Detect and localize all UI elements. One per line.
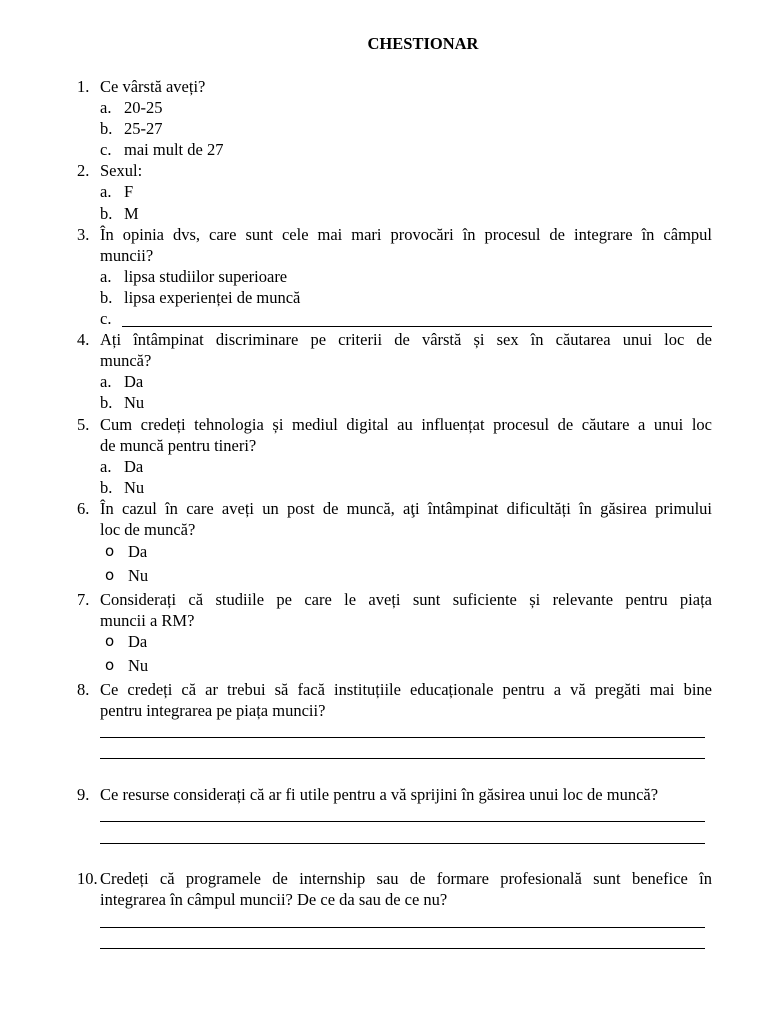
question-number: 3. xyxy=(77,225,90,244)
option-text: lipsa experienței de muncă xyxy=(124,288,301,307)
option-text: Da xyxy=(128,632,148,651)
answer-blank-line[interactable] xyxy=(100,948,705,949)
option-letter: a. xyxy=(100,457,112,476)
question-text: muncii a RM? xyxy=(100,611,195,630)
option-letter: a. xyxy=(100,372,112,391)
option-row xyxy=(0,203,768,224)
option-row xyxy=(0,456,768,477)
option-row xyxy=(0,97,768,118)
option-letter: a. xyxy=(100,98,112,117)
bullet-option-row xyxy=(0,631,768,652)
option-text: 20-25 xyxy=(124,98,163,117)
question-text: de muncă pentru tineri? xyxy=(100,436,257,455)
option-text: mai mult de 27 xyxy=(124,140,224,159)
option-text: Nu xyxy=(124,478,145,497)
question-continuation xyxy=(0,889,768,910)
option-letter: a. xyxy=(100,267,112,286)
question-text: Sexul: xyxy=(100,161,143,180)
question-1 xyxy=(0,76,768,97)
bullet-option-row xyxy=(0,565,768,586)
circle-bullet-icon: o xyxy=(105,542,115,560)
bullet-option-row xyxy=(0,655,768,676)
question-number: 6. xyxy=(77,499,90,518)
question-text: Ce credeți că ar trebui să facă instituțiile educaționale pentru a vă pregăti mai bine xyxy=(100,680,712,699)
answer-blank-line[interactable] xyxy=(100,821,705,822)
question-text: În opinia dvs, care sunt cele mai mari provocări în procesul de integrare în câmpul xyxy=(100,225,712,244)
question-3 xyxy=(0,224,768,245)
question-continuation xyxy=(0,245,768,266)
question-number: 2. xyxy=(77,161,90,180)
question-number: 9. xyxy=(77,785,90,804)
question-5 xyxy=(0,414,768,435)
circle-bullet-icon: o xyxy=(105,632,115,650)
question-continuation xyxy=(0,435,768,456)
question-text: În cazul în care aveți un post de muncă, aţi întâmpinat dificultăți în găsirea primului xyxy=(100,499,712,518)
page-title: CHESTIONAR xyxy=(367,34,479,53)
option-text: Da xyxy=(124,372,144,391)
question-text: integrarea în câmpul muncii? De ce da sau de ce nu? xyxy=(100,890,448,909)
bullet-option-row xyxy=(0,541,768,562)
question-7 xyxy=(0,589,768,610)
option-letter: c. xyxy=(100,140,112,159)
option-row xyxy=(0,287,768,308)
question-continuation xyxy=(0,610,768,631)
option-letter: b. xyxy=(100,288,113,307)
option-text: 25-27 xyxy=(124,119,163,138)
question-continuation xyxy=(0,350,768,371)
option-text: Da xyxy=(124,457,144,476)
option-text: Nu xyxy=(128,656,149,675)
question-6 xyxy=(0,498,768,519)
option-text: F xyxy=(124,182,134,201)
circle-bullet-icon: o xyxy=(105,656,115,674)
option-row xyxy=(0,266,768,287)
answer-blank-line[interactable] xyxy=(100,737,705,738)
question-text: Cum credeți tehnologia și mediul digital au influențat procesul de căutare a unui loc xyxy=(100,415,712,434)
option-letter: b. xyxy=(100,478,113,497)
question-text: loc de muncă? xyxy=(100,520,196,539)
question-text: Considerați că studiile pe care le aveți sunt suficiente și relevante pentru piața xyxy=(100,590,712,609)
question-text: muncii? xyxy=(100,246,154,265)
question-continuation xyxy=(0,700,768,721)
option-text: lipsa studiilor superioare xyxy=(124,267,288,286)
question-text: Ce vârstă aveți? xyxy=(100,77,206,96)
option-row xyxy=(0,139,768,160)
question-number: 10. xyxy=(77,869,98,888)
answer-blank-line[interactable] xyxy=(100,758,705,759)
question-9 xyxy=(0,784,768,805)
option-text: Nu xyxy=(128,566,149,585)
option-row xyxy=(0,392,768,413)
question-text: muncă? xyxy=(100,351,152,370)
option-letter: c. xyxy=(100,309,112,328)
option-text: M xyxy=(124,204,139,223)
option-row xyxy=(0,477,768,498)
option-text: Da xyxy=(128,542,148,561)
option-letter: b. xyxy=(100,204,113,223)
question-8 xyxy=(0,679,768,700)
question-number: 7. xyxy=(77,590,90,609)
answer-blank-line[interactable] xyxy=(100,843,705,844)
question-number: 8. xyxy=(77,680,90,699)
question-number: 4. xyxy=(77,330,90,349)
option-letter: b. xyxy=(100,393,113,412)
answer-blank-line[interactable] xyxy=(100,927,705,928)
question-continuation xyxy=(0,519,768,540)
option-letter: b. xyxy=(100,119,113,138)
option-text: Nu xyxy=(124,393,145,412)
question-number: 1. xyxy=(77,77,90,96)
question-4 xyxy=(0,329,768,350)
question-text: Credeți că programele de internship sau de formare profesională sunt benefice în xyxy=(100,869,712,888)
option-row xyxy=(0,181,768,202)
option-letter: a. xyxy=(100,182,112,201)
question-text: pentru integrarea pe piața muncii? xyxy=(100,701,326,720)
question-10 xyxy=(0,868,768,889)
question-text: Ce resurse considerați că ar fi utile pentru a vă sprijini în găsirea unui loc de muncă? xyxy=(100,785,659,804)
answer-blank-line[interactable] xyxy=(122,326,712,327)
circle-bullet-icon: o xyxy=(105,566,115,584)
question-2 xyxy=(0,160,768,181)
question-text: Ați întâmpinat discriminare pe criterii de vârstă și sex în căutarea unui loc de xyxy=(100,330,712,349)
question-number: 5. xyxy=(77,415,90,434)
option-row xyxy=(0,371,768,392)
option-row xyxy=(0,118,768,139)
